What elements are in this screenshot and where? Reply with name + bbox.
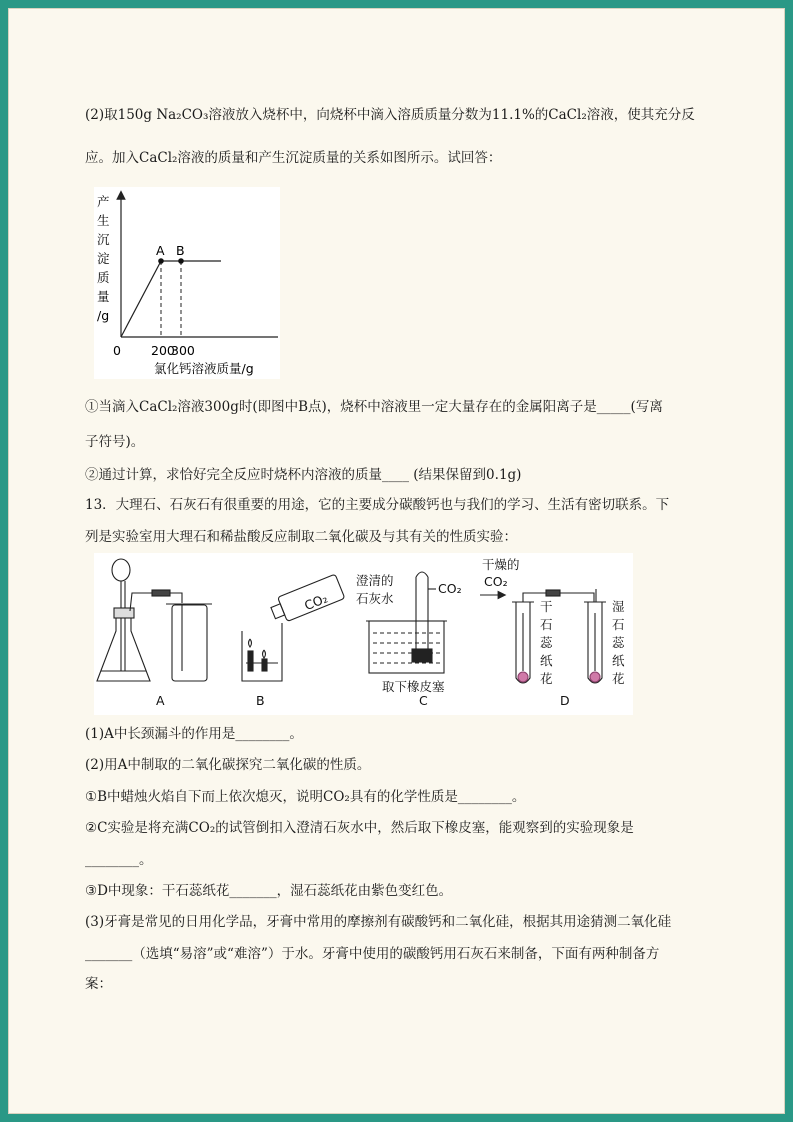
chart-svg — [94, 187, 280, 379]
q13-line1: 13．大理石、石灰石有很重要的用途，它的主要成分碳酸钙也与我们的学习、生活有密切联系。下 — [85, 497, 670, 513]
q13-part2-2b: ________。 — [85, 852, 153, 868]
label-d: D — [560, 693, 570, 708]
apparatus-b — [242, 574, 345, 681]
q13-part3c: 案： — [85, 976, 112, 992]
apparatus-a — [97, 559, 212, 681]
wet-flower-icon — [590, 672, 600, 682]
y-axis-label-char: 质 — [97, 270, 110, 285]
y-axis-label-char: 生 — [97, 213, 110, 228]
svg-text:湿: 湿 — [612, 599, 625, 614]
apparatus-svg — [94, 553, 633, 715]
q13-line2: 列是实验室用大理石和稀盐酸反应制取二氧化碳及与其有关的性质实验： — [85, 529, 517, 545]
dry-flower-icon — [518, 672, 528, 682]
co2-label-b: CO₂ — [302, 590, 330, 614]
dry-co2-label-2: CO₂ — [484, 574, 508, 589]
y-axis-label-char: 淀 — [97, 251, 110, 266]
y-axis-label-char: 沉 — [97, 232, 110, 247]
q1-line1: ①当滴入CaCl₂溶液300g时(即图中B点)，烧杯中溶液里一定大量存在的金属阳离子是_____(写离 — [85, 399, 663, 415]
point-label-b: B — [176, 243, 185, 258]
svg-text:石: 石 — [540, 617, 553, 632]
q13-part3b: _______（选填“易溶”或“难溶”）于水。牙膏中使用的碳酸钙用石灰石来制备，下面有两种制备方 — [85, 946, 660, 962]
y-axis-label-char: 量 — [97, 289, 110, 304]
svg-text:花: 花 — [612, 671, 625, 686]
y-axis-label-char: 产 — [97, 194, 110, 209]
svg-text:石: 石 — [612, 617, 625, 632]
series-line — [121, 261, 221, 337]
q13-part2: (2)用A中制取的二氧化碳探究二氧化碳的性质。 — [85, 757, 371, 773]
y-axis-label-char: /g — [97, 308, 110, 323]
q2-text: ②通过计算，求恰好完全反应时烧杯内溶液的质量____ (结果保留到0.1g) — [85, 467, 522, 483]
part2-line2: 应。加入CaCl₂溶液的质量和产生沉淀质量的关系如图所示。试回答： — [85, 150, 502, 166]
dry-flower-label — [540, 599, 553, 686]
apparatus-diagram — [94, 553, 633, 715]
q13-part2-2a: ②C实验是将充满CO₂的试管倒扣入澄清石灰水中，然后取下橡皮塞，能观察到的实验现象是 — [85, 820, 634, 836]
limewater-label-1: 澄清的 — [356, 573, 394, 588]
x-tick-label: 200 — [151, 343, 175, 358]
label-c: C — [419, 693, 428, 708]
svg-text:纸: 纸 — [612, 653, 625, 668]
point-b — [178, 258, 184, 264]
point-a — [158, 258, 164, 264]
label-a: A — [156, 693, 165, 708]
x-tick-label: 300 — [171, 343, 195, 358]
x-tick-label: 0 — [113, 343, 121, 358]
y-axis-label — [97, 194, 110, 323]
svg-text:纸: 纸 — [540, 653, 553, 668]
series-polyline — [121, 261, 221, 337]
x-axis-label: 氯化钙溶液质量/g — [154, 361, 254, 376]
q13-part3a: (3)牙膏是常见的日用化学品，牙膏中常用的摩擦剂有碳酸钙和二氧化硅，根据其用途猜测二氧化硅 — [85, 914, 672, 930]
svg-text:蕊: 蕊 — [612, 635, 625, 650]
svg-text:花: 花 — [540, 671, 553, 686]
part2-line1: (2)取150g Na₂CO₃溶液放入烧杯中，向烧杯中滴入溶质质量分数为11.1%的CaCl₂溶液，使其充分反 — [85, 107, 695, 123]
chart-marks — [113, 243, 195, 358]
limewater-label-2: 石灰水 — [356, 591, 394, 606]
point-label-a: A — [156, 243, 165, 258]
stopper-label: 取下橡皮塞 — [382, 679, 445, 694]
q13-part2-1: ①B中蜡烛火焰自下而上依次熄灭，说明CO₂具有的化学性质是________。 — [85, 789, 526, 805]
dry-co2-label-1: 干燥的 — [482, 557, 520, 572]
wet-flower-label — [612, 599, 625, 686]
svg-text:蕊: 蕊 — [540, 635, 553, 650]
q1-line2: 子符号)。 — [85, 434, 145, 450]
label-b: B — [256, 693, 265, 708]
svg-text:干: 干 — [540, 599, 553, 614]
q13-part1: (1)A中长颈漏斗的作用是________。 — [85, 726, 303, 742]
precipitate-chart — [94, 187, 280, 379]
q13-part2-3: ③D中现象：干石蕊纸花_______，湿石蕊纸花由紫色变红色。 — [85, 883, 453, 899]
co2-label-c: CO₂ — [438, 581, 462, 596]
